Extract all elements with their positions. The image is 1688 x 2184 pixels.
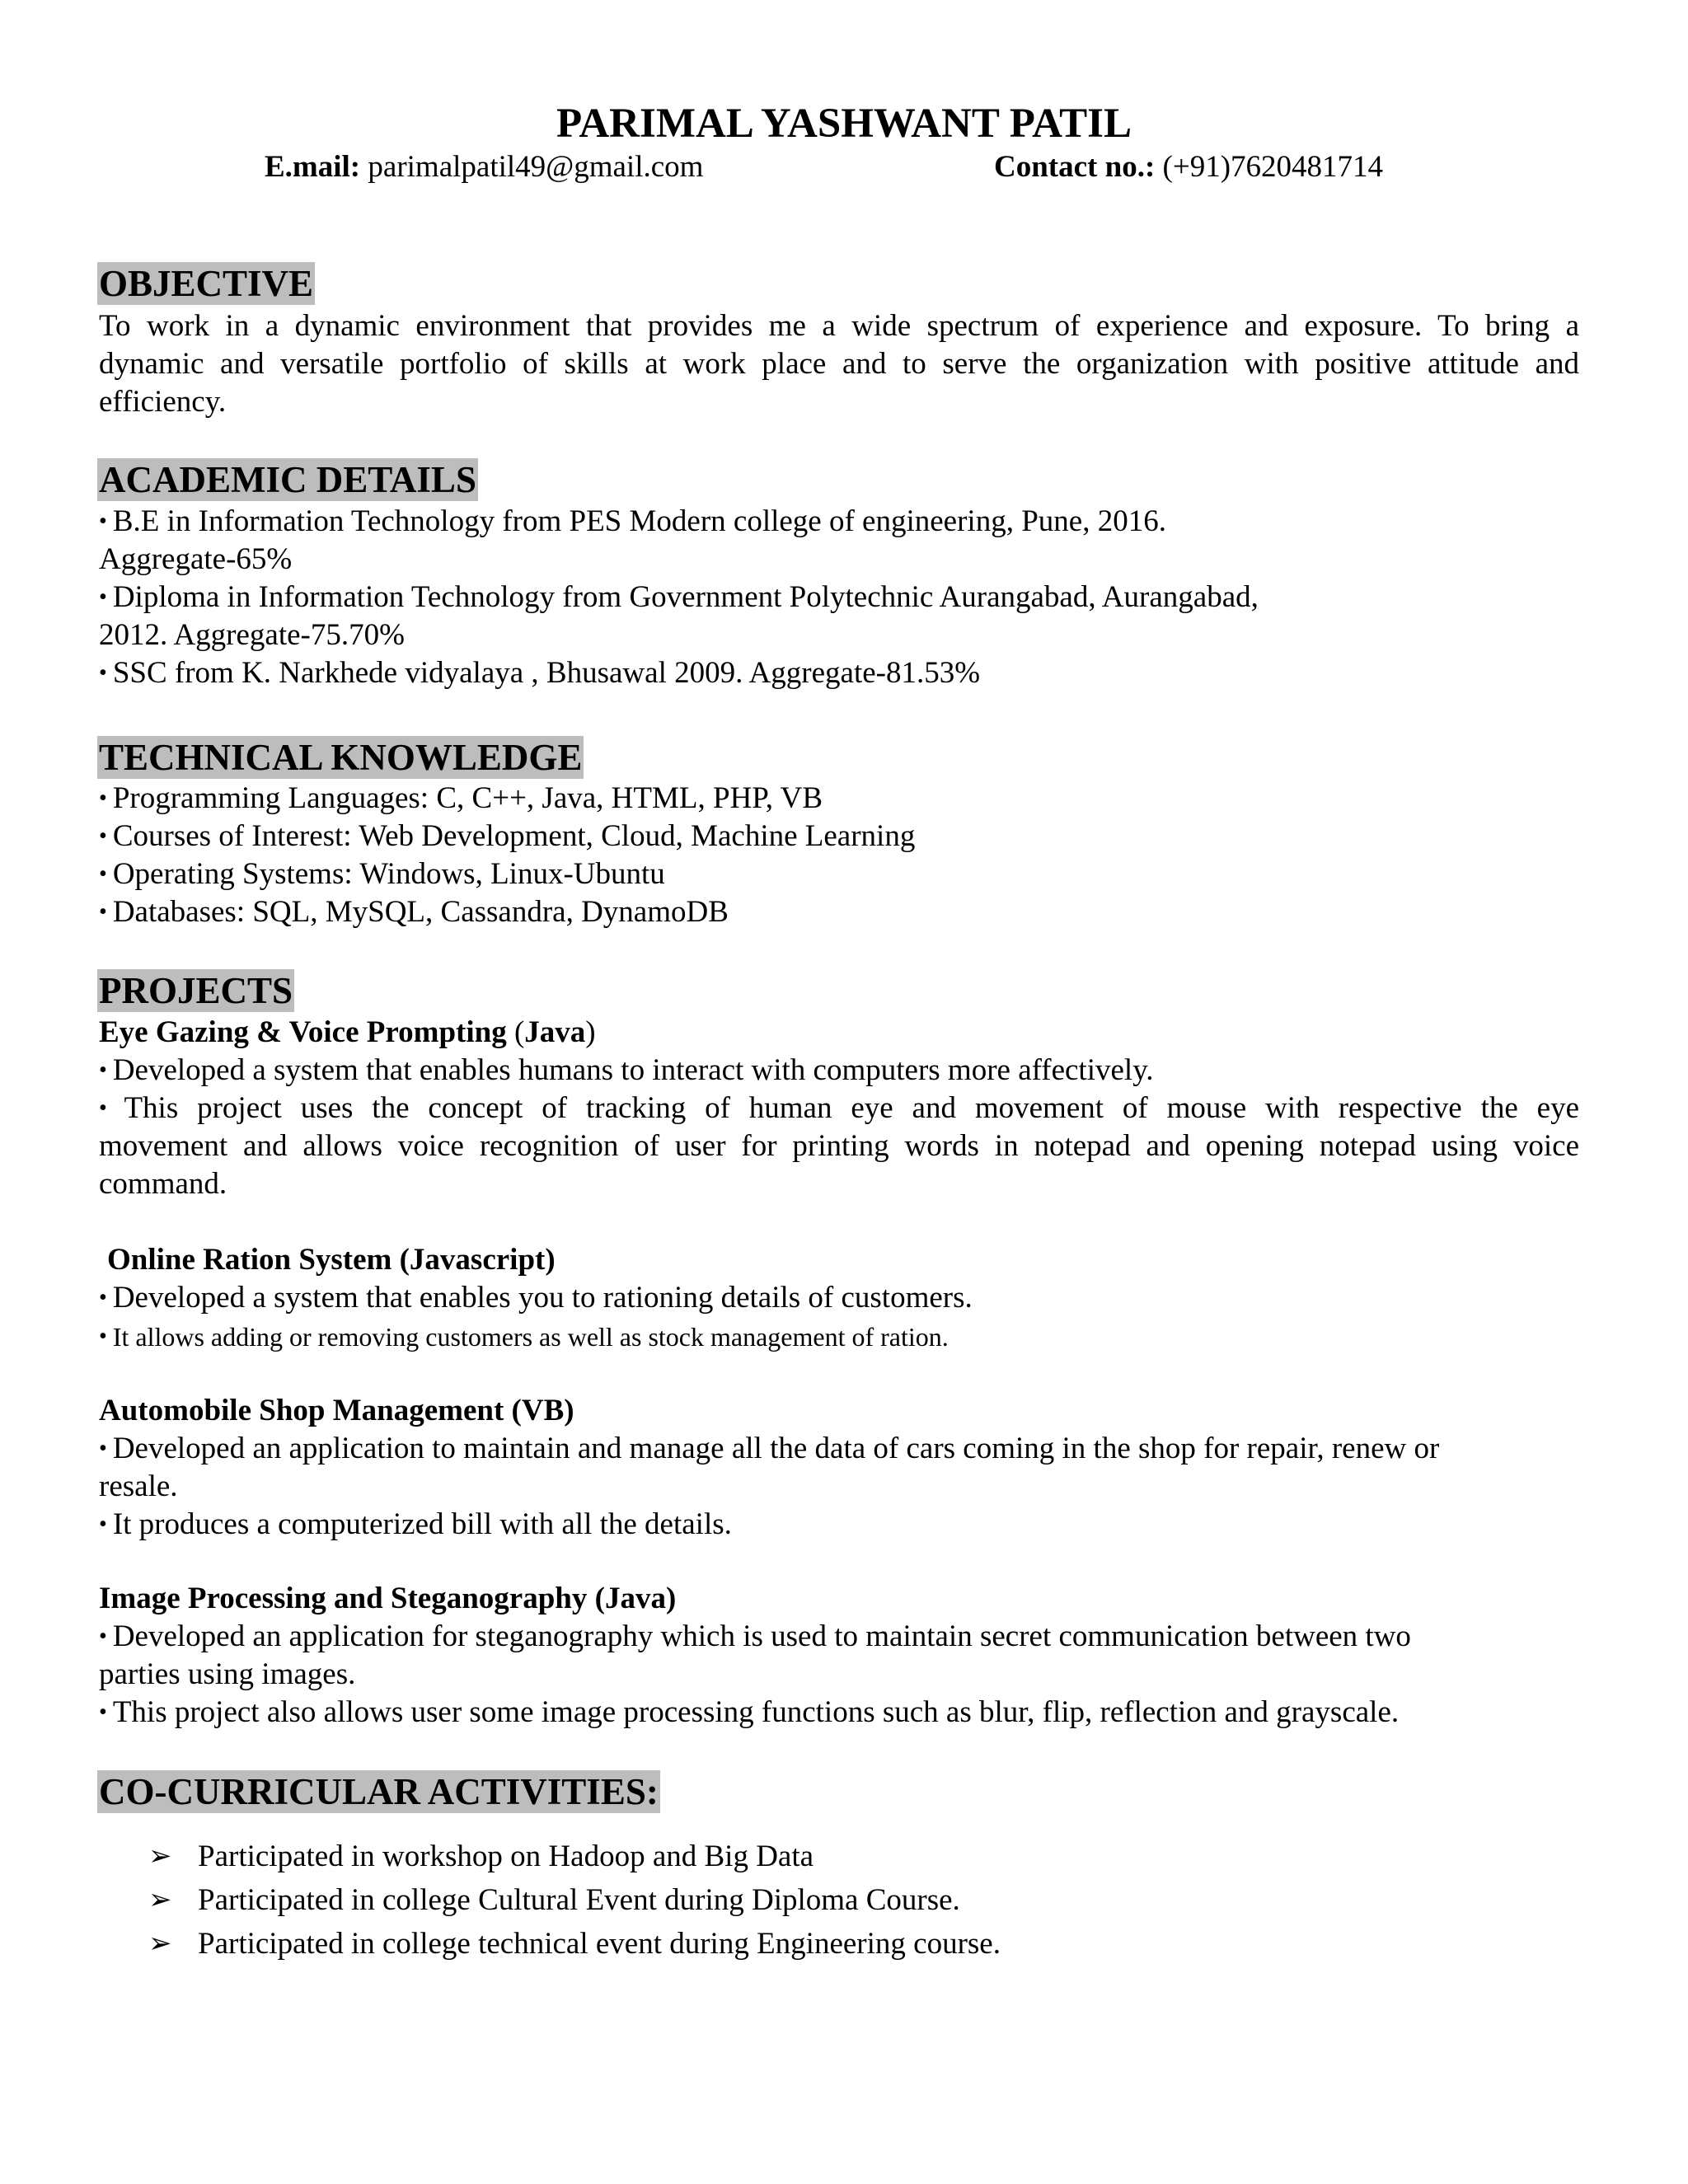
project-line: • Developed a system that enables you to rationing details of customers.	[99, 1279, 973, 1317]
project-title: Online Ration System (Javascript)	[107, 1243, 556, 1277]
contact-value: (+91)7620481714	[1155, 150, 1384, 184]
academic-item-cont: Aggregate-65%	[99, 542, 293, 576]
project-line: parties using images.	[99, 1657, 356, 1691]
arrow-bullet-icon: ➢	[148, 1841, 172, 1872]
objective-line: efficiency.	[99, 385, 227, 419]
email-label: E.mail:	[265, 150, 361, 184]
project-title	[99, 1014, 596, 1052]
activity-item: Participated in college technical event during Engineering course.	[198, 1927, 1001, 1961]
project-line: • It allows adding or removing customers as well as stock management of ration.	[99, 1320, 949, 1353]
technical-item: • Operating Systems: Windows, Linux-Ubuntu	[99, 855, 665, 893]
contact-line	[994, 148, 1383, 186]
project-line: resale.	[99, 1469, 178, 1503]
projects-heading: PROJECTS	[99, 970, 293, 1011]
cocurricular-heading: CO-CURRICULAR ACTIVITIES:	[99, 1771, 659, 1812]
project-tech-open: (	[506, 1015, 525, 1049]
academic-item: • SSC from K. Narkhede vidyalaya , Bhusawal 2009. Aggregate-81.53%	[99, 654, 980, 692]
project-line: • Developed a system that enables humans to interact with computers more affectively.	[99, 1052, 1154, 1090]
technical-item: • Courses of Interest: Web Development, Cloud, Machine Learning	[99, 818, 915, 855]
project-line: • It produces a computerized bill with all the details.	[99, 1506, 732, 1544]
academic-heading: ACADEMIC DETAILS	[99, 459, 476, 500]
project-title: Image Processing and Steganography (Java)	[99, 1582, 677, 1615]
academic-item: • B.E in Information Technology from PES Modern college of engineering, Pune, 2016.	[99, 503, 1166, 541]
technical-item: • Programming Languages: C, C++, Java, HTML, PHP, VB	[99, 780, 823, 818]
academic-item-cont: 2012. Aggregate-75.70%	[99, 618, 405, 652]
objective-line: To work in a dynamic environment that provides me a wide spectrum of experience and exposure. To bring a	[99, 309, 1579, 343]
contact-label: Contact no.:	[994, 150, 1156, 184]
email-line	[265, 148, 703, 186]
resume-name: PARIMAL YASHWANT PATIL	[556, 101, 1132, 147]
arrow-bullet-icon: ➢	[148, 1929, 172, 1959]
email-value: parimalpatil49@gmail.com	[360, 150, 704, 184]
project-line: movement and allows voice recognition of user for printing words in notepad and opening notepad using voice	[99, 1129, 1579, 1163]
technical-item: • Databases: SQL, MySQL, Cassandra, DynamoDB	[99, 893, 729, 931]
project-title: Automobile Shop Management (VB)	[99, 1394, 574, 1427]
project-line: • Developed an application for steganography which is used to maintain secret communication between two	[99, 1618, 1411, 1656]
arrow-bullet-icon: ➢	[148, 1885, 172, 1915]
activity-item: Participated in college Cultural Event during Diploma Course.	[198, 1883, 960, 1917]
activity-item: Participated in workshop on Hadoop and Big Data	[198, 1840, 814, 1873]
project-tech: Java	[524, 1015, 586, 1049]
project-line: • This project also allows user some image processing functions such as blur, flip, reflection and grayscale.	[99, 1694, 1399, 1732]
objective-line: dynamic and versatile portfolio of skills at work place and to serve the organization with positive attitude and	[99, 347, 1579, 381]
academic-item: • Diploma in Information Technology from Government Polytechnic Aurangabad, Aurangabad,	[99, 579, 1259, 616]
project-line: command.	[99, 1167, 227, 1201]
project-tech-close: )	[585, 1015, 596, 1049]
objective-heading: OBJECTIVE	[99, 263, 314, 304]
project-line: • Developed an application to maintain and manage all the data of cars coming in the shop for repair, renew or	[99, 1430, 1439, 1468]
project-line: • This project uses the concept of tracking of human eye and movement of mouse with respective the eye	[99, 1090, 1579, 1127]
project-title-text: Eye Gazing & Voice Prompting	[99, 1015, 507, 1049]
technical-heading: TECHNICAL KNOWLEDGE	[99, 737, 583, 778]
